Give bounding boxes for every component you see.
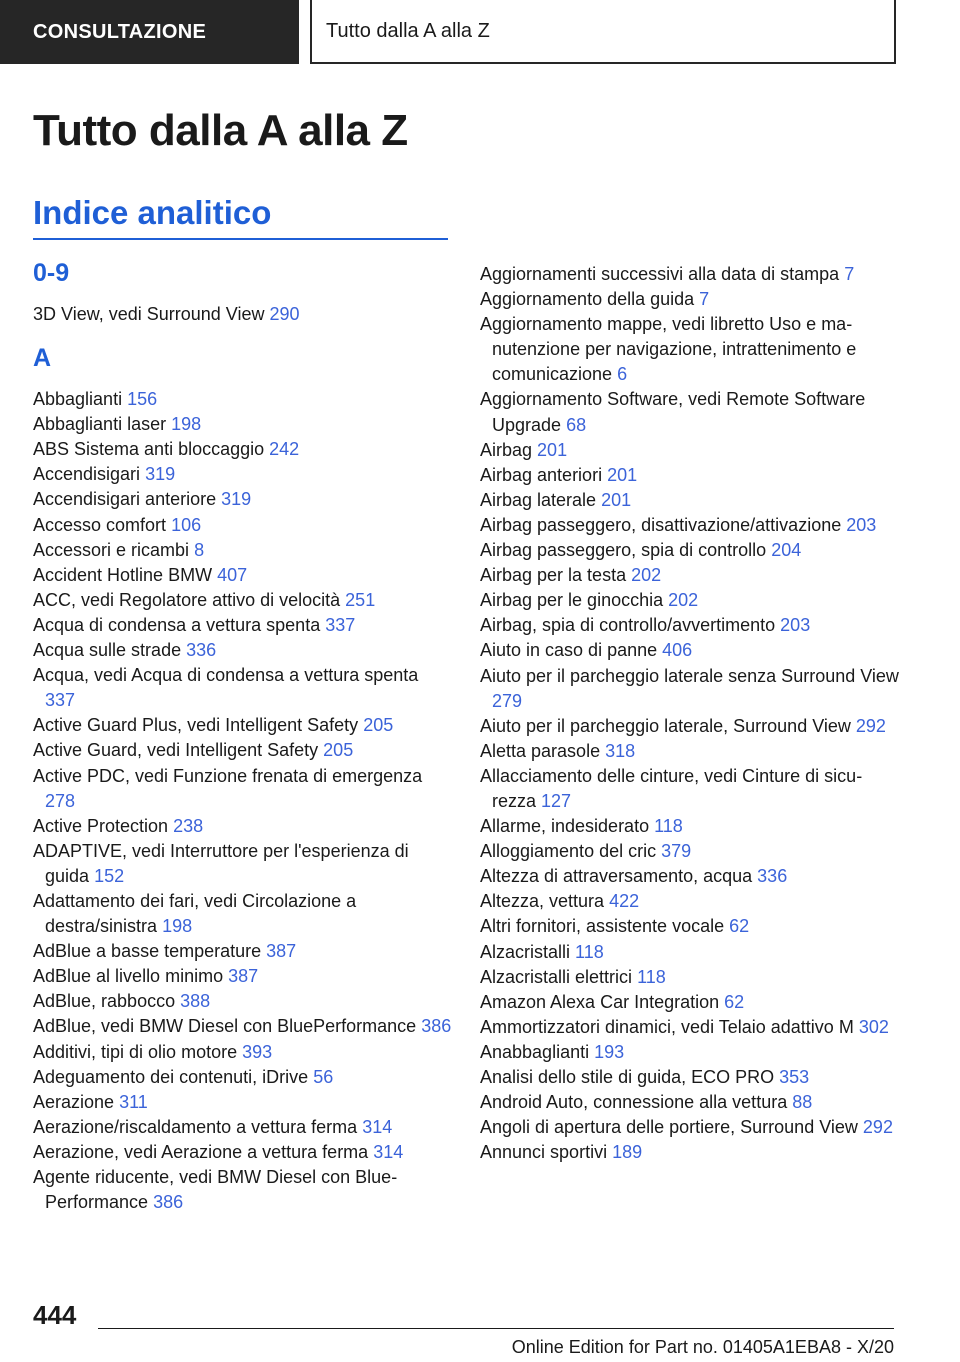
index-entry	[480, 839, 900, 864]
page-reference-link[interactable]: 422	[609, 891, 640, 912]
page-reference-link[interactable]: 198	[162, 916, 193, 937]
index-entry-text: 3D View, vedi Surround View	[33, 304, 265, 324]
index-entry	[480, 914, 900, 939]
index-entry	[480, 990, 900, 1015]
index-entry	[480, 764, 900, 814]
index-entry-text: Accendisigari anteriore	[33, 489, 217, 510]
index-entry	[33, 437, 453, 462]
page-reference-link[interactable]: 201	[537, 439, 568, 460]
index-group-heading: 0-9	[33, 259, 70, 287]
page-reference-link[interactable]: 56	[313, 1066, 334, 1087]
page-reference-link[interactable]: 314	[373, 1141, 404, 1162]
index-entry	[33, 1165, 453, 1215]
index-entry-text: Aerazione	[33, 1091, 115, 1112]
page-reference-link[interactable]: 314	[362, 1116, 393, 1137]
index-entry	[33, 738, 453, 763]
index-entry	[33, 638, 453, 663]
index-entry-text: Android Auto, connessione alla vettura	[480, 1092, 788, 1113]
index-entry-text: Active Guard Plus, vedi Intelligent Safety	[33, 715, 359, 736]
page-reference-link[interactable]: 337	[45, 690, 76, 711]
index-entry-text: ACC, vedi Regolatore attivo di velocità	[33, 589, 341, 610]
page-reference-link[interactable]: 379	[661, 841, 692, 862]
index-entry	[480, 613, 900, 638]
index-entry-text: AdBlue, rabbocco	[33, 991, 176, 1012]
index-entry	[33, 412, 453, 437]
index-entry	[33, 588, 453, 613]
index-entry-text: Accessori e ricambi	[33, 539, 190, 560]
page-reference-link[interactable]: 6	[617, 364, 628, 385]
page-reference-link[interactable]: 318	[605, 740, 636, 761]
page-reference-link[interactable]: 336	[757, 866, 788, 887]
index-entry-text: Abbaglianti laser	[33, 414, 167, 435]
index-entry	[33, 538, 453, 563]
index-entry	[480, 563, 900, 588]
index-entry	[480, 1015, 900, 1040]
index-entry-text: Airbag per la testa	[480, 565, 627, 586]
index-entry	[480, 664, 900, 714]
index-entry	[33, 713, 453, 738]
page-reference-link[interactable]: 290	[269, 304, 300, 324]
index-entry-text: Altezza di attraversamento, acqua	[480, 866, 753, 887]
index-entry-text: Acqua sulle strade	[33, 640, 182, 661]
index-entry	[33, 513, 453, 538]
index-entry-text: Airbag	[480, 439, 533, 460]
index-entry	[480, 312, 900, 387]
index-entry	[33, 387, 453, 412]
index-entry	[480, 889, 900, 914]
page-reference-link[interactable]: 198	[171, 414, 202, 435]
index-entry	[480, 588, 900, 613]
index-entry	[33, 1014, 453, 1039]
page-reference-link[interactable]: 156	[127, 389, 158, 410]
footer-edition-text: Online Edition for Part no. 01405A1EBA8 - X/20	[511, 1337, 894, 1357]
page-reference-link[interactable]: 204	[771, 540, 802, 561]
page-reference-link[interactable]: 118	[654, 816, 683, 837]
page-reference-link[interactable]: 319	[221, 489, 252, 510]
section-underline	[33, 238, 448, 240]
page-reference-link[interactable]: 337	[325, 614, 356, 635]
index-entry-text: AdBlue a basse temperature	[33, 941, 262, 962]
index-entry-text: ABS Sistema anti bloccaggio	[33, 439, 265, 460]
index-entry-text: Active Protection	[33, 815, 169, 836]
index-entry	[33, 1090, 453, 1115]
index-entry-text: Aiuto per il parcheggio laterale senza Surround View	[480, 665, 899, 686]
page-reference-link[interactable]: 201	[601, 489, 632, 510]
index-entry-text: Aggiornamento mappe, vedi libretto Uso e manutenzione per navigazione, intrattenimento e comunicazione	[480, 314, 857, 385]
index-entry	[33, 964, 453, 989]
index-entry	[480, 1115, 900, 1140]
index-entry	[480, 1040, 900, 1065]
index-entry	[33, 487, 453, 512]
section-tab: CONSULTAZIONE	[0, 0, 299, 64]
index-entry	[480, 488, 900, 513]
page-reference-link[interactable]: 336	[186, 640, 217, 661]
index-entry-text: Anabbaglianti	[480, 1041, 590, 1062]
index-entry-text: Acqua di condensa a vettura spenta	[33, 614, 321, 635]
index-entry-text: Altri fornitori, assistente vocale	[480, 916, 725, 937]
page-reference-link[interactable]: 68	[566, 414, 587, 435]
index-entry-text: Airbag, spia di controllo/avvertimento	[480, 615, 776, 636]
index-entry-text: Amazon Alexa Car Integration	[480, 991, 720, 1012]
page-reference-link[interactable]: 279	[492, 690, 523, 711]
index-entry	[480, 940, 900, 965]
index-entry	[480, 463, 900, 488]
index-entry-text: Angoli di apertura delle portiere, Surround View	[480, 1117, 858, 1138]
index-entry-text: Accesso comfort	[33, 514, 167, 535]
index-column-left	[33, 258, 453, 1215]
page-reference-link[interactable]: 203	[846, 514, 877, 535]
page-reference-link[interactable]: 203	[780, 615, 811, 636]
index-entry-text: Aiuto in caso di panne	[480, 640, 658, 661]
index-entry	[480, 864, 900, 889]
index-entry	[33, 302, 453, 327]
page-reference-link[interactable]: 118	[575, 941, 604, 962]
footer-divider	[98, 1328, 894, 1329]
index-entry-text: Airbag anteriori	[480, 464, 603, 485]
index-entry-text: Ammortizzatori dinamici, vedi Telaio adattivo M	[480, 1016, 854, 1037]
page-reference-link[interactable]: 388	[180, 991, 211, 1012]
index-entry	[480, 287, 900, 312]
index-entry-text: Acqua, vedi Acqua di condensa a vettura spenta	[33, 665, 419, 686]
index-group-list	[33, 302, 453, 327]
index-entry-text: Allacciamento delle cinture, vedi Cinture di sicurezza	[480, 765, 863, 811]
page-reference-link[interactable]: 201	[607, 464, 638, 485]
index-entry-text: Active Guard, vedi Intelligent Safety	[33, 740, 319, 761]
page-title: Tutto dalla A alla Z	[33, 106, 408, 155]
index-entry-text: Aerazione, vedi Aerazione a vettura ferma	[33, 1141, 369, 1162]
page-reference-link[interactable]: 387	[266, 941, 297, 962]
index-entry-text: Accendisigari	[33, 464, 141, 485]
index-entry	[33, 939, 453, 964]
page-reference-link[interactable]: 8	[194, 539, 205, 560]
index-entry	[33, 889, 453, 939]
page-reference-link[interactable]: 251	[345, 589, 376, 610]
index-entry	[480, 965, 900, 990]
index-entry-text: Aggiornamento Software, vedi Remote Software Upgrade	[480, 389, 866, 435]
page-reference-link[interactable]: 406	[662, 640, 693, 661]
index-entry-text: Adeguamento dei contenuti, iDrive	[33, 1066, 309, 1087]
index-entry	[33, 814, 453, 839]
index-entry	[480, 387, 900, 437]
index-entry	[480, 262, 900, 287]
index-entry	[480, 438, 900, 463]
page-reference-link[interactable]: 386	[421, 1016, 452, 1037]
page-reference-link[interactable]: 205	[323, 740, 354, 761]
index-entry	[33, 563, 453, 588]
page-reference-link[interactable]: 319	[145, 464, 176, 485]
index-entry	[33, 1040, 453, 1065]
index-entry-text: AdBlue, vedi BMW Diesel con BluePerformance	[33, 1016, 417, 1037]
page-reference-link[interactable]: 62	[724, 991, 745, 1012]
index-entry-text: Allarme, indesiderato	[480, 816, 650, 837]
index-entry-text: Adattamento dei fari, vedi Circolazione a destra/sinistra	[33, 890, 357, 937]
page-reference-link[interactable]: 238	[173, 815, 204, 836]
page-reference-link[interactable]: 118	[637, 966, 666, 987]
page-number: 444	[33, 1300, 77, 1330]
header-title: Tutto dalla A alla Z	[310, 0, 896, 64]
index-entry-text: Annunci sportivi	[480, 1142, 608, 1163]
index-entry-text: Aggiornamenti successivi alla data di stampa	[480, 264, 840, 284]
index-entry-text: Alzacristalli elettrici	[480, 966, 633, 987]
page-reference-link[interactable]: 152	[94, 865, 125, 886]
page-reference-link[interactable]: 353	[779, 1067, 810, 1087]
index-entry-text: Aiuto per il parcheggio laterale, Surround View	[480, 715, 851, 736]
index-entry-text: Agente riducente, vedi BMW Diesel con BluePerformance	[33, 1167, 398, 1213]
index-entry	[33, 1115, 453, 1140]
index-entry-text: Aerazione/riscaldamento a vettura ferma	[33, 1116, 358, 1137]
page-reference-link[interactable]: 407	[217, 564, 248, 585]
index-entry	[33, 613, 453, 638]
page-reference-link[interactable]: 193	[594, 1041, 625, 1062]
index-column-right	[480, 262, 900, 1165]
page-reference-link[interactable]: 292	[855, 715, 886, 736]
page-reference-link[interactable]: 7	[699, 289, 710, 310]
section-title: Indice analitico	[33, 194, 272, 231]
page-reference-link[interactable]: 386	[153, 1192, 184, 1213]
index-entry-text: Airbag per le ginocchia	[480, 590, 664, 611]
index-entry	[33, 462, 453, 487]
page-reference-link[interactable]: 393	[242, 1041, 273, 1062]
page-reference-link[interactable]: 242	[269, 439, 300, 460]
index-entry	[33, 839, 453, 889]
index-entry-text: Analisi dello stile di guida, ECO PRO	[480, 1067, 775, 1087]
index-entry	[480, 638, 900, 663]
index-entry-text: ADAPTIVE, vedi Interruttore per l'esperienza di guida	[33, 840, 409, 886]
index-entry-text: Altezza, vettura	[480, 891, 605, 912]
page-reference-link[interactable]: 205	[363, 715, 394, 736]
page-reference-link[interactable]: 302	[858, 1016, 889, 1037]
page-reference-link[interactable]: 202	[668, 590, 699, 611]
page-reference-link[interactable]: 88	[792, 1092, 813, 1113]
index-entry-text: AdBlue al livello minimo	[33, 966, 224, 987]
index-entry-text: Aggiornamento della guida	[480, 289, 695, 310]
page-reference-link[interactable]: 202	[631, 565, 662, 586]
index-entry-text: Airbag laterale	[480, 489, 597, 510]
page-reference-link[interactable]: 311	[119, 1091, 148, 1112]
index-entry-text: Accident Hotline BMW	[33, 564, 213, 585]
page-reference-link[interactable]: 292	[862, 1117, 893, 1138]
index-entry	[480, 814, 900, 839]
index-entry	[33, 764, 453, 814]
index-entry	[33, 663, 453, 713]
index-entry-text: Airbag passeggero, spia di controllo	[480, 540, 767, 561]
index-entry	[480, 513, 900, 538]
page-reference-link[interactable]: 7	[844, 264, 855, 284]
index-group-list	[480, 262, 900, 1165]
index-entry	[480, 714, 900, 739]
index-entry	[480, 1140, 900, 1165]
index-group-list	[33, 387, 453, 1215]
index-entry	[480, 1090, 900, 1115]
index-entry	[480, 739, 900, 764]
page-reference-link[interactable]: 106	[171, 514, 202, 535]
page-reference-link[interactable]: 62	[729, 916, 750, 937]
index-entry-text: Alzacristalli	[480, 941, 571, 962]
page-reference-link[interactable]: 278	[45, 790, 76, 811]
index-entry	[33, 1065, 453, 1090]
index-entry	[33, 989, 453, 1014]
index-entry-text: Airbag passeggero, disattivazione/attivazione	[480, 514, 842, 535]
page-reference-link[interactable]: 127	[541, 790, 572, 811]
index-entry-text: Additivi, tipi di olio motore	[33, 1041, 238, 1062]
index-entry	[480, 538, 900, 563]
index-entry-text: Active PDC, vedi Funzione frenata di emergenza	[33, 765, 423, 786]
index-entry-text: Abbaglianti	[33, 389, 123, 410]
index-group-heading: A	[33, 344, 52, 373]
index-entry	[480, 1065, 900, 1090]
page-reference-link[interactable]: 189	[612, 1142, 643, 1163]
index-entry-text: Aletta parasole	[480, 740, 601, 761]
index-entry-text: Alloggiamento del cric	[480, 841, 657, 862]
index-entry	[33, 1140, 453, 1165]
page-reference-link[interactable]: 387	[228, 966, 259, 987]
